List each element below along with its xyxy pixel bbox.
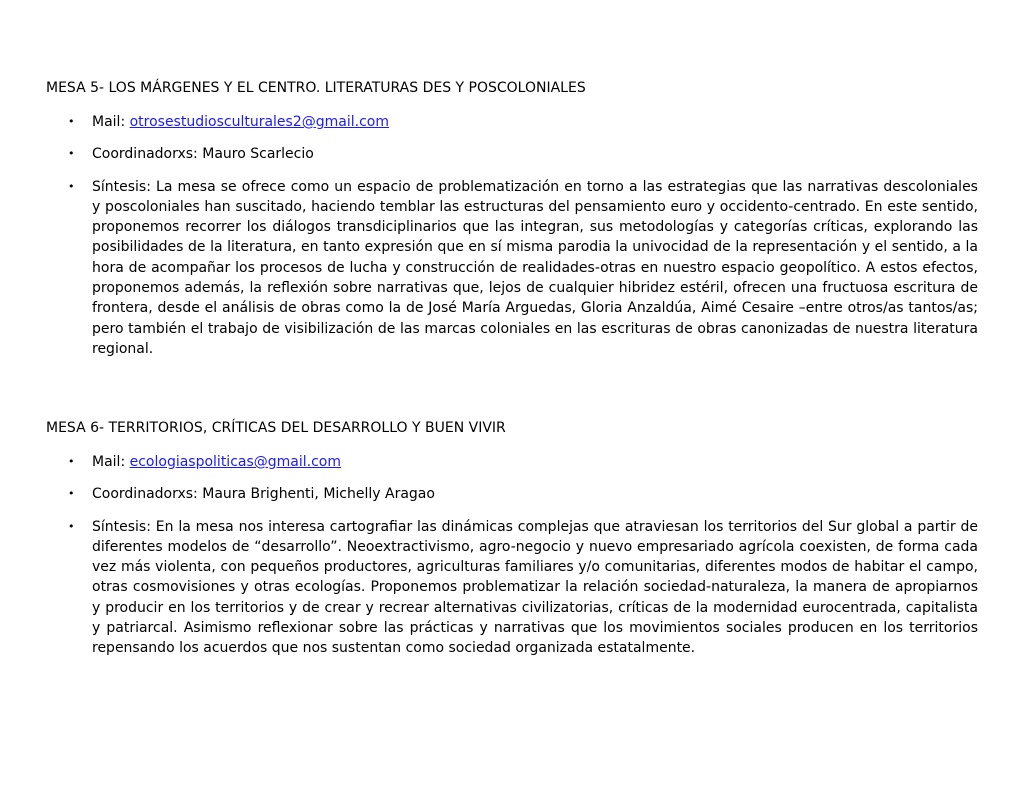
coordinators-item [46,484,978,504]
synthesis-label: Síntesis: [92,178,157,195]
section-mesa-5 [46,78,978,359]
section-title: MESA 6- TERRITORIOS, CRÍTICAS DEL DESARROLLO Y BUEN VIVIR [46,420,506,436]
bullet-icon: • [68,115,75,128]
section-items [46,112,978,359]
section-mesa-6 [46,418,978,659]
coordinators-names: Mauro Scarlecio [202,146,314,163]
synthesis-item [46,517,978,659]
bullet-icon: • [68,487,75,501]
synthesis-text: La mesa se ofrece como un espacio de problematización en torno a las estrategias que las narrativas descoloniales y poscoloniales han suscitado, haciendo temblar las estructuras del pensamiento euro y occidento-centrado. En este sentido, proponemos recorrer los diálogos transdiciplinarios que las integran, sus metodologías y categorías críticas, explorando las posibilidades de la literatura, en tanto expresión que en sí misma parodia la univocidad de la representación y el sentido, a la hora de acompañar los procesos de lucha y construcción de realidades-otras en nuestro espacio geopolítico. A estos efectos, proponemos además, la reflexión sobre narrativas que, lejos de cualquier hibridez estéril, ofrecen una fructuosa escritura de frontera, desde el análisis de obras como la de José María Arguedas, Gloria Anzaldúa, Aimé Cesaire –entre otros/as tantos/as; pero también el trabajo de visibilización de las marcas coloniales en las escrituras de obras canonizadas de nuestra literatura regional. [92,178,978,357]
coordinators-item [46,144,978,164]
coordinators-label: Coordinadorxs: [92,486,203,503]
mail-link[interactable]: ecologiaspoliticas@gmail.com [129,454,342,470]
mail-label: Mail: [92,114,130,130]
bullet-icon: • [68,455,75,468]
mail-item [46,452,978,472]
mail-item [46,112,978,132]
mail-link[interactable]: otrosestudiosculturales2@gmail.com [129,114,389,130]
synthesis-label: Síntesis: [92,518,156,535]
section-items [46,452,978,659]
mail-label: Mail: [92,454,130,470]
synthesis-item [46,177,978,360]
section-title: MESA 5- LOS MÁRGENES Y EL CENTRO. LITERATURAS DES Y POSCOLONIALES [46,80,586,96]
coordinators-names: Maura Brighenti, Michelly Aragao [202,486,435,503]
synthesis-text: En la mesa nos interesa cartografiar las dinámicas complejas que atraviesan los territorios del Sur global a partir de diferentes modelos de “desarrollo”. Neoextractivismo, agro-negocio y nuevo empresariado agrícola coexisten, de forma cada vez más violenta, con pequeños productores, agriculturas familiares y/o comunitarias, diferentes modos de habitar el campo, otras cosmovisiones y otras ecologías. Proponemos problematizar la relación sociedad-naturaleza, la manera de apropiarnos y producir en los territorios y de crear y recrear alternativas civilizatorias, críticas de la modernidad eurocentrada, capitalista y patriarcal. Asimismo reflexionar sobre las prácticas y narrativas que los movimientos sociales producen en los territorios repensando los acuerdos que nos sustentan como sociedad organizada estatalmente. [92,518,978,657]
bullet-icon: • [68,519,75,533]
bullet-icon: • [68,147,75,161]
coordinators-label: Coordinadorxs: [92,146,203,163]
bullet-icon: • [68,179,75,193]
